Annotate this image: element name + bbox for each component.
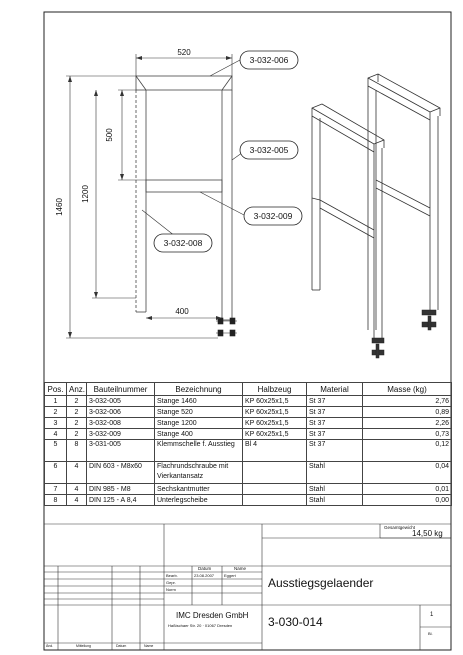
cell-halbzeug: KP 60x25x1,5 bbox=[243, 429, 307, 440]
parts-list-table bbox=[44, 382, 452, 506]
cell-material: St 37 bbox=[307, 429, 363, 440]
cell-pos: 6 bbox=[45, 462, 67, 484]
datum-header: Datum bbox=[198, 566, 212, 571]
table-row bbox=[45, 418, 452, 429]
cell-halbzeug: Bl 4 bbox=[243, 440, 307, 462]
cell-halbzeug: KP 60x25x1,5 bbox=[243, 396, 307, 407]
cell-bauteilnummer: DIN 125 - A 8,4 bbox=[87, 495, 155, 506]
callout-009: 3-032-009 bbox=[253, 211, 293, 221]
bearb-label: Bearb. bbox=[166, 573, 178, 578]
dimension-arrows bbox=[68, 56, 232, 338]
cell-pos: 8 bbox=[45, 495, 67, 506]
cell-masse: 0,01 bbox=[363, 484, 452, 495]
dim-1200: 1200 bbox=[81, 185, 90, 203]
gesamtgewicht-label: Gesamtgewicht bbox=[384, 525, 416, 530]
cell-material: Stahl bbox=[307, 495, 363, 506]
cell-bauteilnummer: 3-032-009 bbox=[87, 429, 155, 440]
front-middle-bar bbox=[146, 180, 222, 192]
total-mass: 14,50 kg bbox=[412, 529, 443, 538]
cell-bauteilnummer: DIN 603 - M8x60 bbox=[87, 462, 155, 484]
cell-bezeichnung: Stange 520 bbox=[155, 407, 243, 418]
cell-masse: 0,12 bbox=[363, 440, 452, 462]
sheet-number: 1 bbox=[430, 612, 434, 618]
cell-bezeichnung: Unterlegscheibe bbox=[155, 495, 243, 506]
cell-masse: 0,04 bbox=[363, 462, 452, 484]
cell-bauteilnummer: DIN 985 - M8 bbox=[87, 484, 155, 495]
company-address: Haßtschaer Str. 20 · 01067 Dresden bbox=[168, 623, 233, 628]
header-bauteilnummer: Bauteilnummer bbox=[87, 383, 155, 396]
cell-masse: 0,00 bbox=[363, 495, 452, 506]
gepr-label: Gepr. bbox=[166, 580, 176, 585]
table-row bbox=[45, 495, 452, 506]
cell-masse: 0,89 bbox=[363, 407, 452, 418]
cell-bezeichnung: Flachrundschraube mit Vierkantansatz bbox=[155, 462, 243, 484]
cell-halbzeug bbox=[243, 484, 307, 495]
cell-anz: 8 bbox=[67, 440, 87, 462]
cell-anz: 2 bbox=[67, 396, 87, 407]
cell-pos: 1 bbox=[45, 396, 67, 407]
table-row bbox=[45, 396, 452, 407]
dimension-texts bbox=[55, 48, 191, 316]
cell-anz: 2 bbox=[67, 407, 87, 418]
header-masse: Masse (kg) bbox=[363, 383, 452, 396]
callout-leaders bbox=[142, 60, 246, 240]
cell-bauteilnummer: 3-032-006 bbox=[87, 407, 155, 418]
cell-bezeichnung: Klemmschelle f. Ausstieg bbox=[155, 440, 243, 462]
sheet-label: Bl. bbox=[428, 631, 433, 636]
cell-bezeichnung: Stange 1200 bbox=[155, 418, 243, 429]
table-row bbox=[45, 429, 452, 440]
title-block-grid bbox=[44, 524, 451, 650]
front-top-bar bbox=[136, 76, 232, 90]
dim-500: 500 bbox=[105, 128, 114, 142]
cell-bauteilnummer: 3-031-005 bbox=[87, 440, 155, 462]
cell-anz: 4 bbox=[67, 462, 87, 484]
header-bezeichnung: Bezeichnung bbox=[155, 383, 243, 396]
name-small-label: Name bbox=[144, 644, 154, 648]
cell-masse: 2,26 bbox=[363, 418, 452, 429]
table-row bbox=[45, 407, 452, 418]
dim-1460: 1460 bbox=[55, 198, 64, 216]
cell-material: St 37 bbox=[307, 418, 363, 429]
cell-anz: 2 bbox=[67, 418, 87, 429]
cell-anz: 4 bbox=[67, 484, 87, 495]
table-row bbox=[45, 462, 452, 484]
cell-pos: 4 bbox=[45, 429, 67, 440]
bearb-name: Eggert bbox=[224, 573, 236, 578]
table-row bbox=[45, 484, 452, 495]
drawing-title: Ausstiegsgelaender bbox=[268, 576, 374, 590]
cell-pos: 3 bbox=[45, 418, 67, 429]
company-name: IMC Dresden GmbH bbox=[176, 611, 249, 620]
front-clamps bbox=[216, 318, 237, 336]
callout-008: 3-032-008 bbox=[163, 238, 203, 248]
callout-005: 3-032-005 bbox=[249, 145, 289, 155]
parts-header-row bbox=[45, 383, 452, 396]
drawing-number: 3-030-014 bbox=[268, 615, 323, 629]
header-material: Material bbox=[307, 383, 363, 396]
cell-bauteilnummer: 3-032-008 bbox=[87, 418, 155, 429]
cell-material: Stahl bbox=[307, 462, 363, 484]
cell-bezeichnung: Stange 1460 bbox=[155, 396, 243, 407]
front-view bbox=[136, 76, 232, 320]
cell-material: St 37 bbox=[307, 440, 363, 462]
header-pos: Pos. bbox=[45, 383, 67, 396]
bearb-date: 23.08.2007 bbox=[194, 573, 215, 578]
cell-pos: 7 bbox=[45, 484, 67, 495]
cell-material: St 37 bbox=[307, 407, 363, 418]
isometric-view bbox=[312, 74, 440, 340]
cell-halbzeug bbox=[243, 495, 307, 506]
datum-small-label: Datum bbox=[116, 644, 127, 648]
cell-material: St 37 bbox=[307, 396, 363, 407]
iso-front-top bbox=[312, 104, 384, 144]
norm-label: Norm bbox=[166, 587, 176, 592]
cell-pos: 2 bbox=[45, 407, 67, 418]
cell-anz: 2 bbox=[67, 429, 87, 440]
cell-bauteilnummer: 3-032-005 bbox=[87, 396, 155, 407]
cell-masse: 2,76 bbox=[363, 396, 452, 407]
cell-anz: 4 bbox=[67, 495, 87, 506]
mitteilung-label: Mitteilung bbox=[76, 644, 91, 648]
table-row bbox=[45, 440, 452, 462]
cell-bezeichnung: Sechskantmutter bbox=[155, 484, 243, 495]
cell-bezeichnung: Stange 400 bbox=[155, 429, 243, 440]
cell-halbzeug bbox=[243, 462, 307, 484]
cell-masse: 0,73 bbox=[363, 429, 452, 440]
header-anz: Anz. bbox=[67, 383, 87, 396]
cell-halbzeug: KP 60x25x1,5 bbox=[243, 407, 307, 418]
header-halbzeug: Halbzeug bbox=[243, 383, 307, 396]
aend-label: Änd. bbox=[46, 644, 54, 648]
callout-texts bbox=[164, 55, 293, 248]
cell-halbzeug: KP 60x25x1,5 bbox=[243, 418, 307, 429]
dim-400: 400 bbox=[175, 307, 189, 316]
dim-520: 520 bbox=[177, 48, 191, 57]
callout-006: 3-032-006 bbox=[249, 55, 289, 65]
name-header: Name bbox=[234, 566, 247, 571]
iso-rear-top bbox=[368, 74, 440, 112]
cell-material: Stahl bbox=[307, 484, 363, 495]
sheet-border bbox=[44, 12, 451, 650]
cell-pos: 5 bbox=[45, 440, 67, 462]
